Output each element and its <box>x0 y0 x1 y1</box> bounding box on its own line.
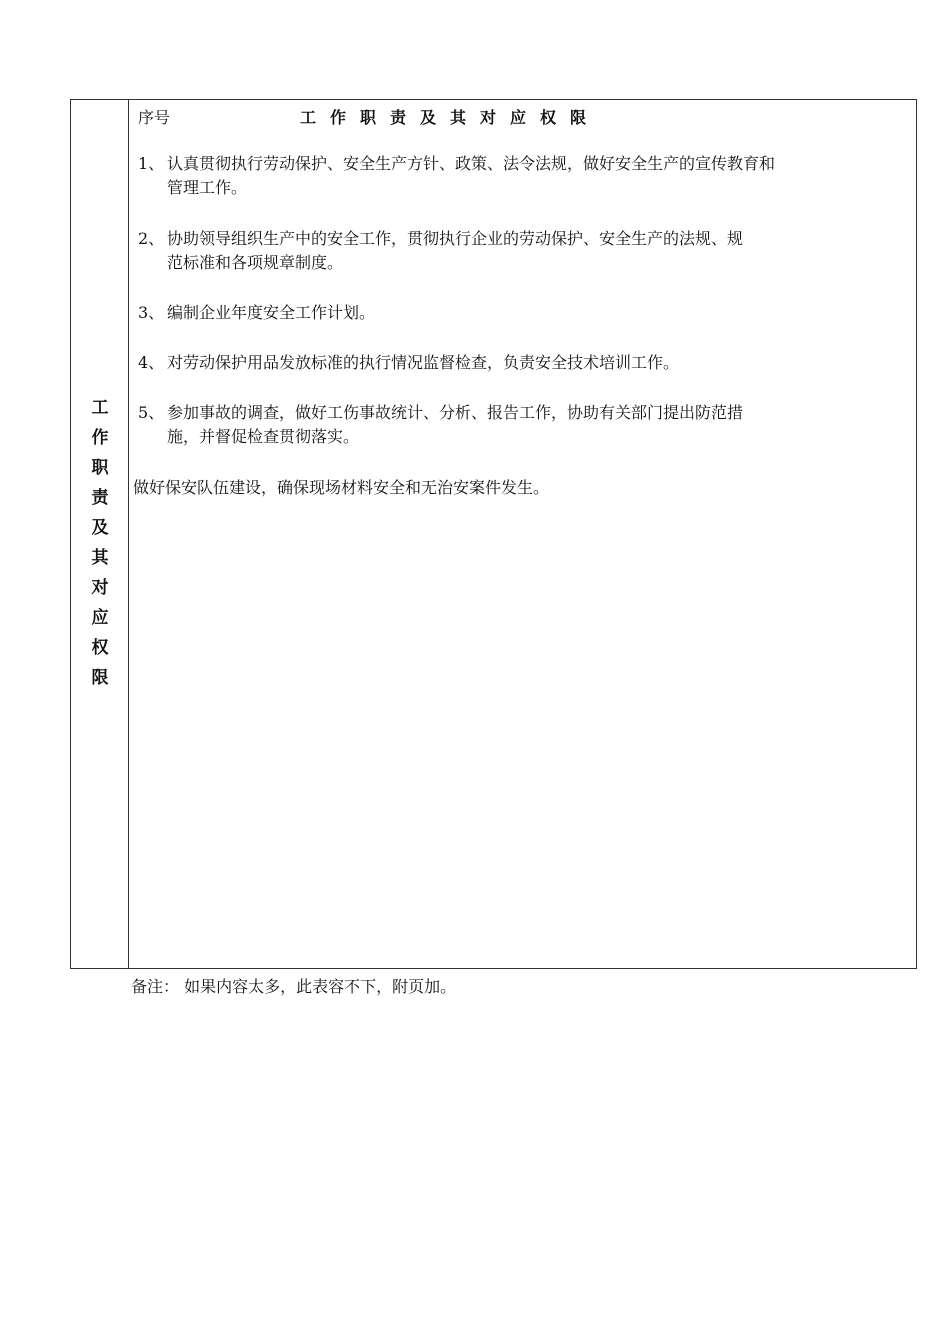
vertical-section-label <box>71 393 129 693</box>
label-char: 应 <box>91 608 109 628</box>
label-char: 其 <box>91 548 109 568</box>
list-item <box>138 227 906 275</box>
label-char: 职 <box>91 458 109 478</box>
header-row <box>138 105 916 127</box>
item-text: 做好保安队伍建设，确保现场材料安全和无治安案件发生。 <box>133 478 550 497</box>
item-number: 1、 <box>138 154 165 173</box>
item-text: 参加事故的调查，做好工伤事故统计、分析、报告工作，协助有关部门提出防范措 <box>167 403 744 422</box>
label-char: 对 <box>91 578 109 598</box>
item-number: 5、 <box>138 403 165 422</box>
section-heading: 工作职责及其对应权限 <box>300 108 601 127</box>
seq-label: 序号 <box>138 108 171 127</box>
label-char: 工 <box>91 398 109 418</box>
label-char: 责 <box>91 488 109 508</box>
item-number: 2、 <box>138 229 165 248</box>
responsibility-table <box>70 99 917 969</box>
item-text: 对劳动保护用品发放标准的执行情况监督检查，负责安全技术培训工作。 <box>167 353 680 372</box>
item-number: 4、 <box>138 353 165 372</box>
item-text-continued: 管理工作。 <box>167 178 248 197</box>
list-item <box>138 152 906 200</box>
label-char: 及 <box>91 518 109 538</box>
list-item <box>138 351 906 375</box>
list-item <box>138 401 906 449</box>
label-char: 作 <box>91 428 109 448</box>
item-number: 3、 <box>138 303 165 322</box>
remark-note: 备注： 如果内容太多，此表容不下，附页加。 <box>131 977 457 996</box>
label-char: 权 <box>91 638 109 658</box>
left-label-column <box>71 100 129 968</box>
item-text: 认真贯彻执行劳动保护、安全生产方针、政策、法令法规，做好安全生产的宣传教育和 <box>167 154 776 173</box>
item-text: 协助领导组织生产中的安全工作，贯彻执行企业的劳动保护、安全生产的法规、规 <box>167 229 744 248</box>
list-item <box>133 476 906 500</box>
label-char: 限 <box>91 668 109 688</box>
content-cell <box>129 100 916 968</box>
item-text: 编制企业年度安全工作计划。 <box>167 303 376 322</box>
item-text-continued: 施，并督促检查贯彻落实。 <box>167 427 360 446</box>
list-item <box>138 301 906 325</box>
item-text-continued: 范标准和各项规章制度。 <box>167 253 344 272</box>
